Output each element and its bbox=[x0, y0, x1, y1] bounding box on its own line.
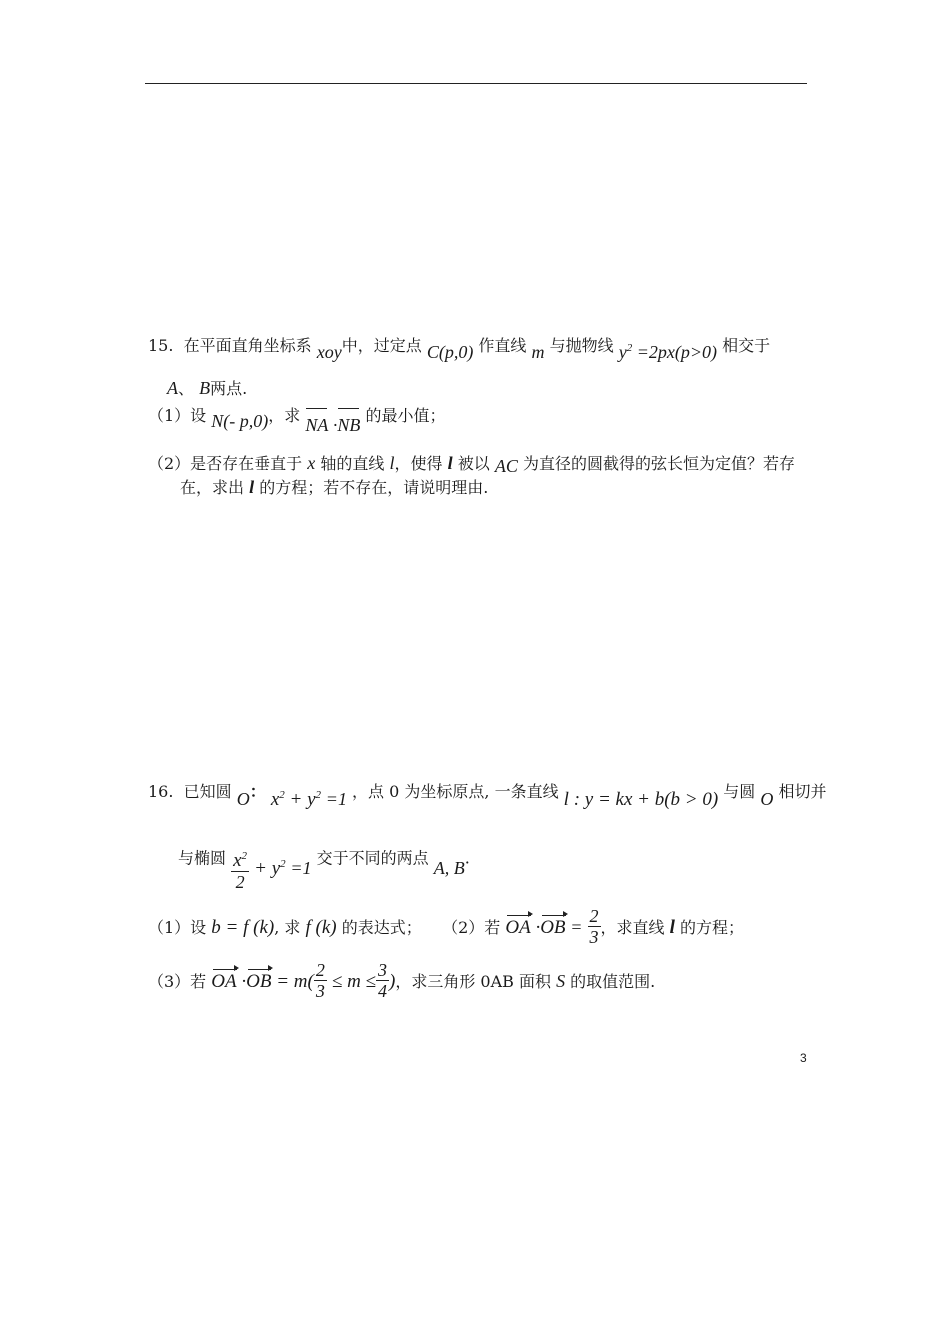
problem-16-line-1 bbox=[148, 776, 827, 810]
text: 交于不同的两点 bbox=[316, 848, 429, 868]
math-point-c: C(p,0) bbox=[426, 342, 474, 362]
dot: · bbox=[332, 415, 338, 435]
math-line-l: l : y = kx + b(b > 0) bbox=[563, 789, 719, 810]
text: 被以 bbox=[457, 454, 490, 473]
part-label: （2）若 bbox=[442, 918, 501, 937]
text: 中，过定点 bbox=[341, 336, 422, 355]
superscript: 2 bbox=[280, 857, 286, 870]
math-o: O bbox=[236, 789, 250, 809]
part-label: （3）若 bbox=[148, 972, 207, 991]
text: 作直线 bbox=[478, 336, 527, 355]
superscript: 2 bbox=[626, 342, 633, 354]
text: 为直径的圆截得的弦长恒为定值？若存 bbox=[522, 454, 795, 473]
vector-oa: OA bbox=[505, 917, 531, 938]
colon: ： bbox=[249, 782, 266, 801]
problem-15-part-1 bbox=[148, 404, 446, 435]
fraction-2-3: $\frac{2}{3}$ bbox=[589, 906, 599, 947]
math-l: l bbox=[389, 453, 395, 473]
fraction-3-4: $\frac{3}{4}$ bbox=[377, 960, 387, 1001]
part-label: （2）是否存在垂直于 bbox=[148, 454, 303, 473]
text: 在平面直角坐标系 bbox=[183, 336, 312, 355]
text: ，求直线 bbox=[600, 918, 665, 937]
math-fk: f (k) bbox=[305, 917, 337, 938]
problem-15-part-2-cont bbox=[180, 476, 488, 499]
math-eq-m: = m( bbox=[276, 971, 314, 992]
problem-15-line-2 bbox=[167, 377, 247, 400]
math-m: m bbox=[531, 342, 545, 362]
header-rule bbox=[145, 83, 807, 84]
part-label: （1）设 bbox=[148, 918, 207, 937]
text: 在，求出 bbox=[180, 478, 245, 497]
math-l: l bbox=[447, 453, 453, 473]
text: 的方程； bbox=[680, 918, 745, 937]
math-s: S bbox=[556, 971, 566, 991]
math-b: B bbox=[199, 378, 211, 398]
superscript: 2 bbox=[315, 789, 322, 801]
math-y: y bbox=[618, 342, 627, 362]
paren: ) bbox=[388, 971, 396, 992]
math-x: x bbox=[307, 453, 316, 473]
dot: · bbox=[535, 917, 541, 938]
text: ，求三角形 0AB 面积 bbox=[395, 972, 551, 991]
math-plus-y: + y bbox=[289, 789, 316, 810]
text: 已知圆 bbox=[183, 782, 232, 801]
text: ，点 0 为坐标原点, 一条直线 bbox=[352, 782, 559, 801]
problem-16-number: 16. bbox=[148, 782, 174, 801]
fraction-2-3: $\frac{2}{3}$ bbox=[315, 960, 325, 1001]
vector-oa: OA bbox=[211, 971, 237, 992]
vector-nb: NB bbox=[337, 415, 361, 435]
math-parabola: =2px(p>0) bbox=[636, 342, 718, 362]
problem-16-part-3 bbox=[148, 962, 655, 1003]
vector-ob: OB bbox=[246, 971, 272, 992]
problem-15-number: 15. bbox=[148, 336, 174, 355]
math-o: O bbox=[760, 789, 774, 809]
math-l: l bbox=[249, 477, 255, 497]
dot: . bbox=[464, 848, 470, 868]
math-ab: A, B bbox=[433, 857, 465, 878]
math-xoy: xoy bbox=[316, 342, 342, 362]
math-a: A bbox=[167, 378, 178, 398]
math-point-n: N(- p,0) bbox=[211, 411, 269, 431]
part-label: （1）设 bbox=[148, 406, 207, 425]
text: 与抛物线 bbox=[549, 336, 614, 355]
fraction-x2-over-2: $\frac{x^2}{2}$ bbox=[231, 846, 249, 892]
math-eq-1: =1 bbox=[290, 857, 312, 878]
math-eq-1: =1 bbox=[325, 789, 347, 809]
text: 相切并 bbox=[778, 782, 827, 801]
problem-15-line-1 bbox=[148, 330, 771, 362]
text: 与圆 bbox=[723, 782, 756, 801]
problem-16-line-2 bbox=[178, 836, 470, 892]
superscript: 2 bbox=[279, 789, 285, 801]
math-inequality: ≤ m ≤ bbox=[331, 971, 376, 992]
dot: · bbox=[241, 971, 247, 992]
text: ，使得 bbox=[394, 454, 443, 473]
math-l: l bbox=[669, 917, 675, 938]
text: 的表达式； bbox=[341, 918, 422, 937]
math-b-fk: b = f (k) bbox=[211, 917, 275, 938]
math-plus-y: + y bbox=[254, 857, 281, 879]
text: 、 bbox=[178, 379, 195, 398]
problem-15-part-2 bbox=[148, 452, 795, 475]
page-number: 3 bbox=[800, 1051, 807, 1065]
text: 轴的直线 bbox=[320, 454, 385, 473]
text: 相交于 bbox=[722, 336, 771, 355]
math-x: x bbox=[270, 789, 280, 810]
equals: = bbox=[570, 917, 583, 937]
vector-na: NA bbox=[305, 415, 329, 435]
problem-16-part-1-2 bbox=[148, 908, 744, 949]
vector-ob: OB bbox=[540, 917, 566, 938]
text: , 求 bbox=[274, 918, 301, 937]
text: 的最小值； bbox=[365, 406, 446, 425]
text: 与椭圆 bbox=[178, 848, 227, 868]
text: 的方程；若不存在，请说明理由. bbox=[259, 478, 489, 497]
math-ac: AC bbox=[494, 456, 518, 476]
text: 两点. bbox=[210, 379, 248, 398]
text: ，求 bbox=[268, 406, 301, 425]
text: 的取值范围. bbox=[570, 972, 656, 991]
